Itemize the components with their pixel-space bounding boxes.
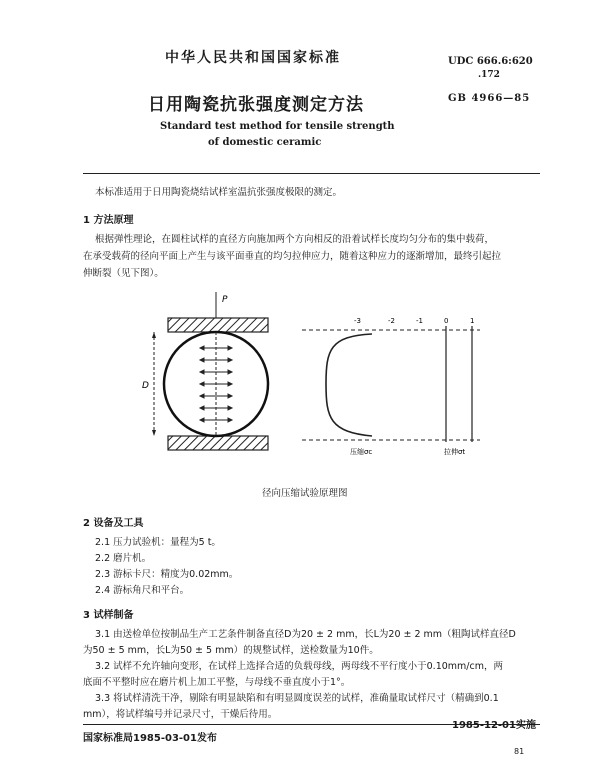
section3-para2-line2: 底面不平整时应在磨片机上加工平整，与母线不垂直度小于1°。	[83, 677, 351, 688]
section1-paragraph-line1: 根据弹性理论，在圆柱试样的直径方向施加两个方向相反的沿着试样长度均匀分布的集中载荷，	[95, 234, 495, 245]
issued-date: 国家标准局1985-03-01发布	[83, 733, 217, 744]
section3-para1-line1: 3.1 由送检单位按制品生产工艺条件制备直径D为20 ± 2 mm，长L为20 ± 2 mm（粗陶试样直径D	[95, 629, 516, 640]
section3-para1-line2: 为50 ± 5 mm，长L为50 ± 5 mm）的规整试样，送检数量为10件。	[83, 645, 379, 656]
scale-tick-1: 1	[470, 317, 475, 325]
section1-paragraph-line2: 在承受载荷的径向平面上产生与该平面垂直的均匀拉伸应力，随着这种应力的逐渐增加，最终引起拉	[83, 251, 502, 262]
diameter-label: D	[142, 381, 149, 391]
document-title: 日用陶瓷抗张强度测定方法	[148, 95, 364, 115]
scale-tick-minus2: -2	[388, 317, 395, 325]
scope-statement: 本标准适用于日用陶瓷烧结试样室温抗张强度极限的测定。	[95, 187, 343, 198]
section2-item-4: 2.4 游标角尺和平台。	[95, 585, 190, 596]
standard-org-title: 中华人民共和国国家标准	[165, 50, 341, 66]
section1-heading: 1 方法原理	[83, 215, 134, 226]
effective-date: 1985-12-01实施	[452, 720, 536, 731]
top-platen	[168, 318, 268, 332]
scale-tick-minus1: -1	[416, 317, 423, 325]
section2-heading: 2 设备及工具	[83, 518, 144, 529]
scale-tick-minus3: -3	[354, 317, 361, 325]
section1-paragraph-line3: 伸断裂（见下图）。	[83, 268, 164, 279]
section3-para2-line1: 3.2 试样不允许轴向变形，在试样上选择合适的负载母线，两母线不平行度小于0.10mm/cm，两	[95, 661, 503, 672]
figure-caption: 径向压缩试验原理图	[262, 488, 348, 499]
tension-label: 拉伸σt	[444, 448, 466, 456]
udc-code: UDC 666.6:620	[448, 56, 533, 67]
section3-para3-line2: mm），将试样编号并记录尺寸，干燥后待用。	[83, 709, 278, 720]
english-title-line2: of domestic ceramic	[208, 137, 322, 148]
principle-diagram	[140, 290, 500, 465]
scale-tick-0: 0	[444, 317, 449, 325]
compressive-stress-curve	[326, 334, 372, 436]
section3-para3-line1: 3.3 将试样清洗干净，剔除有明显缺陷和有明显圆度误差的试样，准确量取试样尺寸（精确到0.1	[95, 693, 499, 704]
section2-item-2: 2.2 磨片机。	[95, 553, 152, 564]
section3-heading: 3 试样制备	[83, 610, 134, 621]
gb-number: GB 4966—85	[448, 93, 531, 104]
page-number: 81	[514, 747, 525, 756]
english-title-line1: Standard test method for tensile strength	[160, 121, 395, 132]
header-divider	[83, 173, 540, 174]
compression-label: 压缩σc	[350, 448, 373, 456]
bottom-platen	[168, 436, 268, 450]
principle-figure	[140, 290, 500, 465]
section2-item-1: 2.1 压力试验机：量程为5 t。	[95, 537, 221, 548]
section2-item-3: 2.3 游标卡尺：精度为0.02mm。	[95, 569, 239, 580]
load-label: P	[222, 295, 228, 305]
udc-code-suffix: .172	[478, 70, 500, 80]
